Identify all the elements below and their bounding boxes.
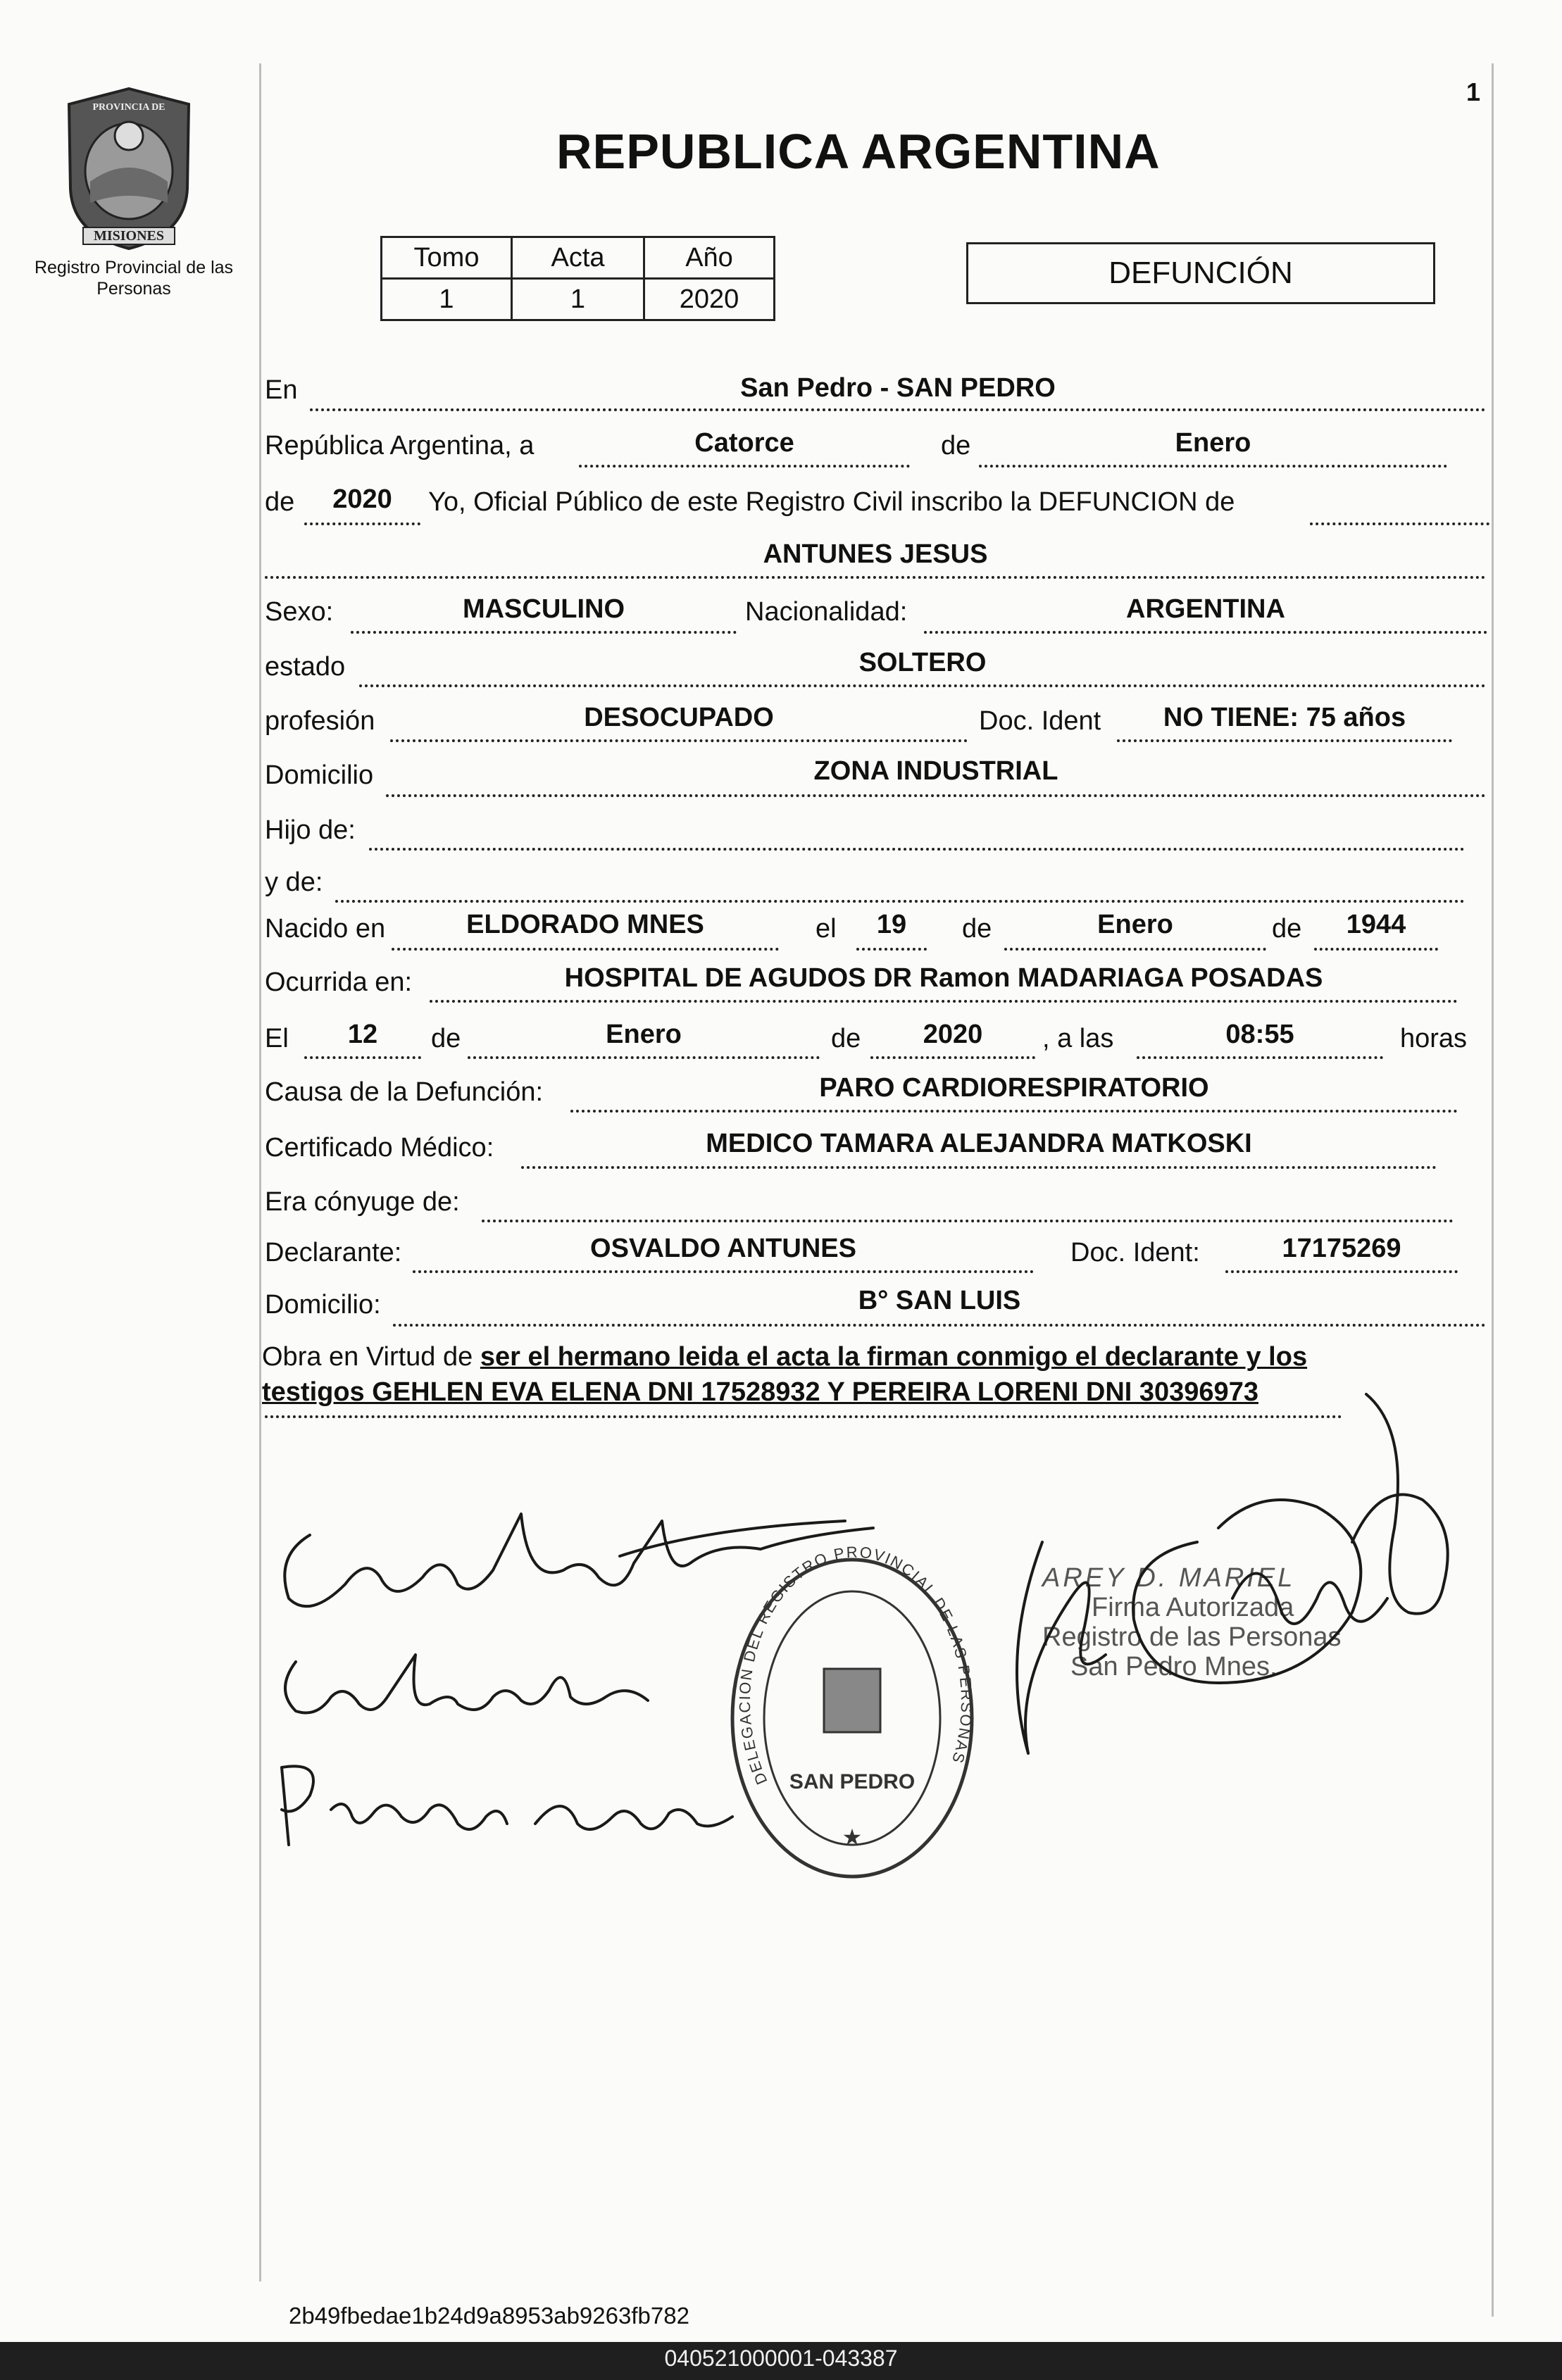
name-dotted-line	[265, 576, 1486, 579]
a-las-label: , a las	[1042, 1024, 1114, 1053]
doc-ident-label: Doc. Ident	[979, 706, 1101, 736]
birth-el-label: el	[816, 914, 837, 944]
reference-table	[380, 236, 775, 321]
certificado-dotted-line	[521, 1166, 1437, 1169]
domicilio-value: ZONA INDUSTRIAL	[813, 756, 1058, 786]
en-value: San Pedro - SAN PEDRO	[740, 373, 1056, 403]
left-margin-line	[259, 63, 261, 2281]
death-day: 12	[347, 1020, 378, 1049]
anio-header: Año	[644, 237, 775, 279]
estado-dotted-line	[359, 684, 1486, 687]
birth-month-dotted-line	[1004, 948, 1266, 951]
death-month-dotted-line	[468, 1056, 820, 1059]
death-day-dotted-line	[304, 1056, 421, 1059]
declarante-value: OSVALDO ANTUNES	[590, 1234, 856, 1263]
death-el-label: El	[265, 1024, 289, 1053]
de-label: de	[941, 431, 971, 461]
obra-text-2: testigos GEHLEN EVA ELENA DNI 17528932 Y PEREIRA LORENI DNI 30396973	[262, 1377, 1258, 1407]
certificado-value: MEDICO TAMARA ALEJANDRA MATKOSKI	[706, 1129, 1252, 1158]
obra-line-1	[262, 1342, 1307, 1372]
birth-de1-label: de	[962, 914, 992, 944]
acta-value: 1	[512, 279, 644, 320]
hijo-de-label: Hijo de:	[265, 815, 356, 845]
month-dotted-line	[979, 465, 1447, 468]
document-hash: 2b49fbedae1b24d9a8953ab9263fb782	[289, 2303, 689, 2329]
intro-text: Yo, Oficial Público de este Registro Civil inscribo la DEFUNCION de	[428, 487, 1235, 517]
nacionalidad-dotted-line	[924, 631, 1487, 634]
declarante-domicilio-dotted-line	[393, 1324, 1486, 1327]
sexo-label: Sexo:	[265, 597, 334, 627]
month-value: Enero	[1175, 428, 1251, 458]
causa-value: PARO CARDIORESPIRATORIO	[819, 1073, 1209, 1103]
sexo-dotted-line	[351, 631, 737, 634]
declarante-dotted-line	[413, 1270, 1034, 1273]
stamp-star-icon: ★	[842, 1824, 863, 1850]
declarante-domicilio-value: B° SAN LUIS	[858, 1286, 1021, 1315]
deceased-name: ANTUNES JESUS	[763, 539, 988, 569]
nacido-dotted-line	[392, 948, 779, 951]
profesion-label: profesión	[265, 706, 375, 736]
tomo-value: 1	[382, 279, 512, 320]
conyuge-dotted-line	[482, 1220, 1454, 1222]
official-role: Firma Autorizada	[1092, 1593, 1294, 1622]
hijo-de-dotted-line	[369, 848, 1465, 851]
year-value: 2020	[332, 484, 392, 514]
declarante-doc-dotted-line	[1225, 1270, 1458, 1273]
certificado-label: Certificado Médico:	[265, 1133, 494, 1163]
seal-bottom-text: MISIONES	[93, 228, 165, 244]
doc-ident-value: NO TIENE: 75 años	[1163, 703, 1406, 732]
y-de-label: y de:	[265, 868, 323, 897]
page-number: 1	[1466, 77, 1481, 106]
declarante-domicilio-label: Domicilio:	[265, 1290, 381, 1320]
estado-label: estado	[265, 652, 346, 682]
horas-label: horas	[1400, 1024, 1468, 1053]
profesion-dotted-line	[390, 739, 968, 742]
tomo-header: Tomo	[382, 237, 512, 279]
death-de1-label: de	[431, 1024, 461, 1053]
ocurrida-value: HOSPITAL DE AGUDOS DR Ramon MADARIAGA POSADAS	[564, 963, 1323, 993]
death-time-dotted-line	[1137, 1056, 1383, 1059]
declarante-label: Declarante:	[265, 1238, 402, 1267]
witness-gehlen-signature	[268, 1634, 690, 1732]
doc-ident-dotted-line	[1117, 739, 1452, 742]
nacido-label: Nacido en	[265, 914, 386, 944]
obra-label: Obra en Virtud de	[262, 1342, 473, 1372]
provincial-seal-icon	[62, 83, 196, 252]
en-label: En	[265, 375, 298, 405]
ocurrida-label: Ocurrida en:	[265, 967, 413, 997]
official-name: AREY D. MARIEL	[1042, 1563, 1296, 1593]
seal-top-text: PROVINCIA DE	[92, 102, 165, 113]
acta-header: Acta	[512, 237, 644, 279]
y-de-dotted-line	[335, 900, 1465, 903]
ocurrida-dotted-line	[430, 1000, 1458, 1003]
footer-code: 040521000001-043387	[664, 2345, 898, 2371]
anio-value: 2020	[644, 279, 775, 320]
death-year: 2020	[923, 1020, 983, 1049]
birth-day-dotted-line	[856, 948, 927, 951]
day-value: Catorce	[694, 428, 794, 458]
republica-label: República Argentina, a	[265, 431, 535, 461]
document-type-box: DEFUNCIÓN	[966, 242, 1435, 304]
estado-value: SOLTERO	[858, 648, 987, 677]
right-margin-line	[1492, 63, 1494, 2317]
conyuge-label: Era cónyuge de:	[265, 1187, 460, 1217]
nacionalidad-label: Nacionalidad:	[745, 597, 908, 627]
official-registry: Registro de las Personas	[1042, 1622, 1342, 1652]
declarante-doc-value: 17175269	[1282, 1234, 1401, 1263]
birth-de2-label: de	[1272, 914, 1302, 944]
witness-pereira-signature	[268, 1746, 761, 1866]
birth-year-dotted-line	[1314, 948, 1438, 951]
year-dotted-line	[304, 522, 420, 525]
sexo-value: MASCULINO	[462, 594, 625, 624]
year-prefix-label: de	[265, 487, 295, 517]
delegation-stamp	[718, 1543, 986, 1887]
document-title: REPUBLICA ARGENTINA	[556, 124, 1161, 179]
death-month: Enero	[606, 1020, 682, 1049]
domicilio-dotted-line	[386, 794, 1486, 797]
stamp-place: SAN PEDRO	[789, 1770, 916, 1793]
causa-dotted-line	[570, 1110, 1458, 1113]
birth-month: Enero	[1097, 910, 1173, 939]
nacionalidad-value: ARGENTINA	[1126, 594, 1285, 624]
death-year-dotted-line	[870, 1056, 1035, 1059]
declarante-doc-label: Doc. Ident:	[1070, 1238, 1200, 1267]
official-signature	[986, 1387, 1479, 1753]
birth-day: 19	[876, 910, 907, 939]
nacido-value: ELDORADO MNES	[466, 910, 704, 939]
death-time: 08:55	[1225, 1020, 1294, 1049]
en-dotted-line	[310, 408, 1486, 411]
day-dotted-line	[579, 465, 910, 468]
profesion-value: DESOCUPADO	[584, 703, 774, 732]
domicilio-label: Domicilio	[265, 760, 374, 790]
causa-label: Causa de la Defunción:	[265, 1077, 544, 1107]
obra-text-1: ser el hermano leida el acta la firman conmigo el declarante y los	[480, 1342, 1308, 1372]
intro-dotted-line	[1310, 522, 1489, 525]
official-place: San Pedro Mnes.	[1070, 1652, 1277, 1681]
birth-year: 1944	[1346, 910, 1406, 939]
registry-name: Registro Provincial de las Personas	[34, 258, 234, 299]
death-de2-label: de	[831, 1024, 861, 1053]
stamp-ring-text: DELEGACION DEL REGISTRO PROVINCIAL DE LAS PERSONAS	[735, 1543, 976, 1788]
